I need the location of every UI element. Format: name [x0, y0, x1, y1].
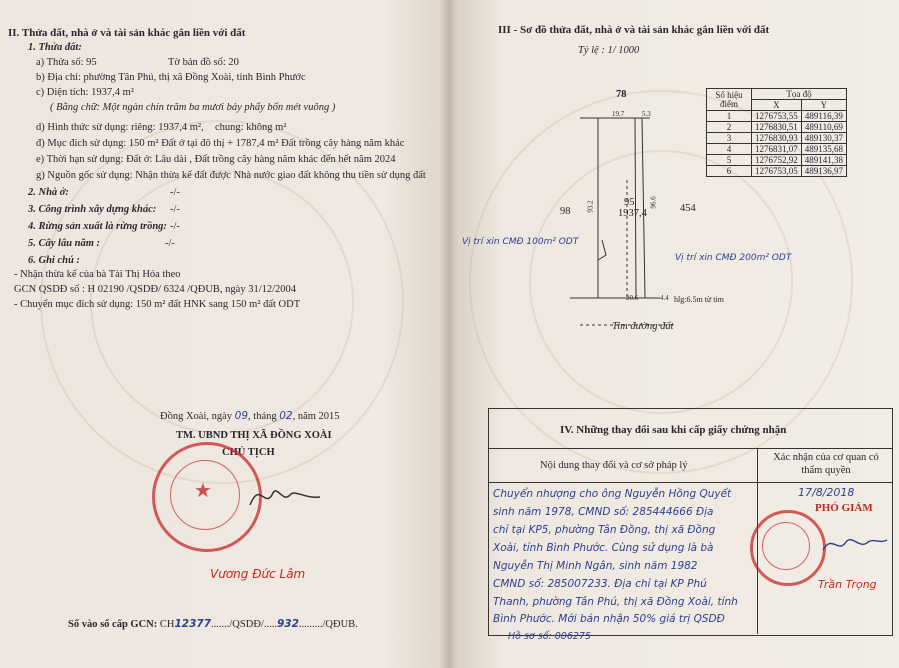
changes-header-divider: [488, 482, 892, 483]
map-road-note: hlg:6.5m từ tim: [674, 295, 724, 304]
map-road-label: Tim đường đất: [612, 321, 674, 332]
map-hand-note-right: Vị trí xin CMĐ 200m² ODT: [675, 253, 792, 263]
table-row: [707, 111, 847, 122]
forest-label: 4. Rừng sản xuất là rừng trồng:: [28, 221, 167, 232]
usage-duration: e) Thời hạn sử dụng: Đất ở: Lâu dài , Đất trồng cây hàng năm khác đến hết năm 2024: [36, 154, 396, 165]
parcel-number: a) Thửa số: 95: [36, 57, 97, 68]
coordinate-header-y: Y: [801, 100, 846, 111]
cell: 489135,68: [801, 144, 846, 155]
change-line-7: Thanh, phường Tân Phú, thị xã Đồng Xoài, tỉnh: [493, 596, 738, 608]
register-suffix: /QĐUB.: [322, 619, 358, 630]
cell: 1276830,51: [752, 122, 802, 133]
date-prefix: Đồng Xoài, ngày: [160, 411, 233, 422]
cell: 1276752,92: [752, 155, 802, 166]
change-line-1: Chuyển nhượng cho ông Nguyễn Hồng Quyết: [493, 488, 732, 500]
cell: 1: [707, 111, 752, 122]
map-left-side-dim: 93.2: [586, 200, 595, 213]
issue-date: [160, 410, 340, 423]
table-row: [707, 166, 847, 177]
changes-col-content: Nội dung thay đổi và cơ sở pháp lý: [540, 460, 688, 471]
map-top-dim-1: 19.7: [612, 110, 625, 118]
usage-origin: g) Nguồn gốc sử dụng: Nhận thừa kế đất được Nhà nước giao đất không thu tiền sử dụng đất: [36, 170, 426, 181]
notes-label: 6. Ghi chú :: [28, 255, 80, 266]
change-line-5: Nguyễn Thị Minh Ngân, sinh năm 1982: [493, 560, 698, 572]
confirm-signature-mark: [820, 528, 890, 558]
trees-value: -/-: [165, 238, 175, 249]
cell: 1276831,07: [752, 144, 802, 155]
cell: 489136,97: [801, 166, 846, 177]
map-parcel-area: 1937,4: [618, 208, 647, 219]
confirm-stamp-ring: [762, 522, 810, 570]
page-fold: [440, 0, 458, 668]
section-ii-title: II. Thửa đất, nhà ở và tài sản khác gắn liền với đất: [8, 27, 246, 39]
forest-value: -/-: [170, 221, 180, 232]
date-year: , năm 2015: [292, 411, 340, 422]
date-day: 09: [234, 410, 249, 422]
area: c) Diện tích: 1937,4 m²: [36, 87, 134, 98]
note-line-3: - Chuyển mục đích sử dụng: 150 m² đất HNK sang 150 m² đất ODT: [14, 299, 301, 310]
cell: 5: [707, 155, 752, 166]
confirm-date: 17/8/2018: [798, 486, 855, 499]
table-row: [707, 144, 847, 155]
signature-mark: [245, 475, 325, 515]
changes-title-divider: [488, 448, 892, 449]
coordinate-header-point: Số hiệu điểm: [707, 89, 752, 111]
map-right-parcel: 454: [680, 203, 696, 214]
dossier-number: Hồ sơ số: 006275: [508, 631, 592, 642]
table-row: [707, 122, 847, 133]
cell: 489110,69: [801, 122, 846, 133]
date-month: 02: [279, 410, 293, 422]
house-value: -/-: [170, 187, 180, 198]
cell: 489116,39: [801, 111, 846, 122]
map-parcel-number: 95: [624, 197, 635, 208]
changes-title: IV. Những thay đổi sau khi cấp giấy chứng nhận: [560, 424, 787, 436]
coordinate-header-x: X: [752, 100, 802, 111]
coordinate-header-coords: Tọa độ: [752, 89, 847, 100]
signer-name: Vương Đức Lâm: [210, 567, 306, 581]
change-line-6: CMND số: 285007233. Địa chỉ tại KP Phú: [493, 578, 707, 590]
register-no: 12377: [174, 618, 212, 630]
register-prefix: CH: [159, 619, 175, 630]
map-right-side-dim: 96.6: [649, 196, 658, 209]
usage-common: chung: không m²: [215, 122, 287, 133]
construction-label: 3. Công trình xây dựng khác:: [28, 204, 157, 215]
area-in-words: ( Bằng chữ: Một ngàn chín trăm ba mươi bảy phẩy bốn mét vuông ): [50, 102, 336, 113]
note-line-2: GCN QSDĐ số : H 02190 /QSDĐ/ 6324 /QĐUB, ngày 31/12/2004: [14, 284, 297, 295]
trees-label: 5. Cây lâu năm :: [28, 238, 101, 249]
chairman-title: CHỦ TỊCH: [222, 447, 275, 458]
land-heading: 1. Thửa đất:: [28, 42, 82, 53]
confirm-name: Trần Trọng: [818, 578, 877, 591]
cell: 1276830,93: [752, 133, 802, 144]
cell: 2: [707, 122, 752, 133]
issuing-authority: TM. UBND THỊ XÃ ĐỒNG XOÀI: [176, 430, 332, 441]
cell: 489141,38: [801, 155, 846, 166]
map-hand-note-left: Vị trí xin CMĐ 100m² ODT: [462, 237, 579, 247]
map-left-parcel: 98: [560, 206, 571, 217]
register-no2: 932: [276, 618, 299, 630]
usage-form: d) Hình thức sử dụng: riêng: 1937,4 m²,: [36, 122, 204, 133]
date-month-label: , tháng: [248, 411, 277, 422]
table-row: [707, 155, 847, 166]
register-mid: /QSDĐ/: [229, 619, 264, 630]
section-iii-title: III - Sơ đồ thửa đất, nhà ở và tài sản khác gắn liền với đất: [498, 24, 770, 36]
register-number: Số vào sổ cấp GCN: CH12377......./QSDĐ/.....932........./QĐUB.: [68, 618, 358, 630]
construction-value: -/-: [170, 204, 180, 215]
change-line-3: chỉ tại KP5, phường Tân Đồng, thị xã Đồng: [493, 524, 716, 536]
house-label: 2. Nhà ở:: [28, 187, 69, 198]
cell: 4: [707, 144, 752, 155]
cell: 1276753,05: [752, 166, 802, 177]
cell: 489130,37: [801, 133, 846, 144]
address: b) Địa chỉ: phường Tân Phú, thị xã Đồng Xoài, tỉnh Bình Phước: [36, 72, 306, 83]
coordinate-table: [706, 88, 847, 177]
change-line-4: Xoài, tỉnh Bình Phước. Cùng sử dụng là bà: [493, 542, 714, 554]
map-scale: Tỷ lệ : 1/ 1000: [578, 45, 640, 56]
map-bottom-dim-2: 4.4: [660, 294, 669, 302]
map-top-dim-2: 5.3: [642, 110, 651, 118]
cell: 6: [707, 166, 752, 177]
cell: 3: [707, 133, 752, 144]
note-line-1: - Nhận thừa kế của bà Tài Thị Hóa theo: [14, 269, 181, 280]
map-sheet-number: Tờ bản đồ số: 20: [168, 57, 239, 68]
map-top-parcel: 78: [616, 89, 627, 100]
register-label: Số vào sổ cấp GCN:: [68, 619, 158, 630]
coordinate-table-header: [707, 89, 847, 100]
usage-purpose: đ) Mục đích sử dụng: 150 m² Đất ở tại đô thị + 1787,4 m² Đất trồng cây hàng năm khác: [36, 138, 405, 149]
stamp-star-icon: ★: [194, 480, 212, 502]
table-row: [707, 133, 847, 144]
cell: 1276753,55: [752, 111, 802, 122]
change-line-8: Bình Phước. Mới bán nhận 50% giá trị QSDĐ: [493, 613, 725, 625]
changes-col-confirm: Xác nhận của cơ quan có thẩm quyền: [773, 452, 879, 476]
confirm-title: PHÓ GIÁM: [815, 502, 873, 514]
change-line-2: sinh năm 1978, CMND số: 285444666 Địa: [493, 506, 714, 518]
map-bottom-dim-1: 20.6: [626, 294, 639, 302]
